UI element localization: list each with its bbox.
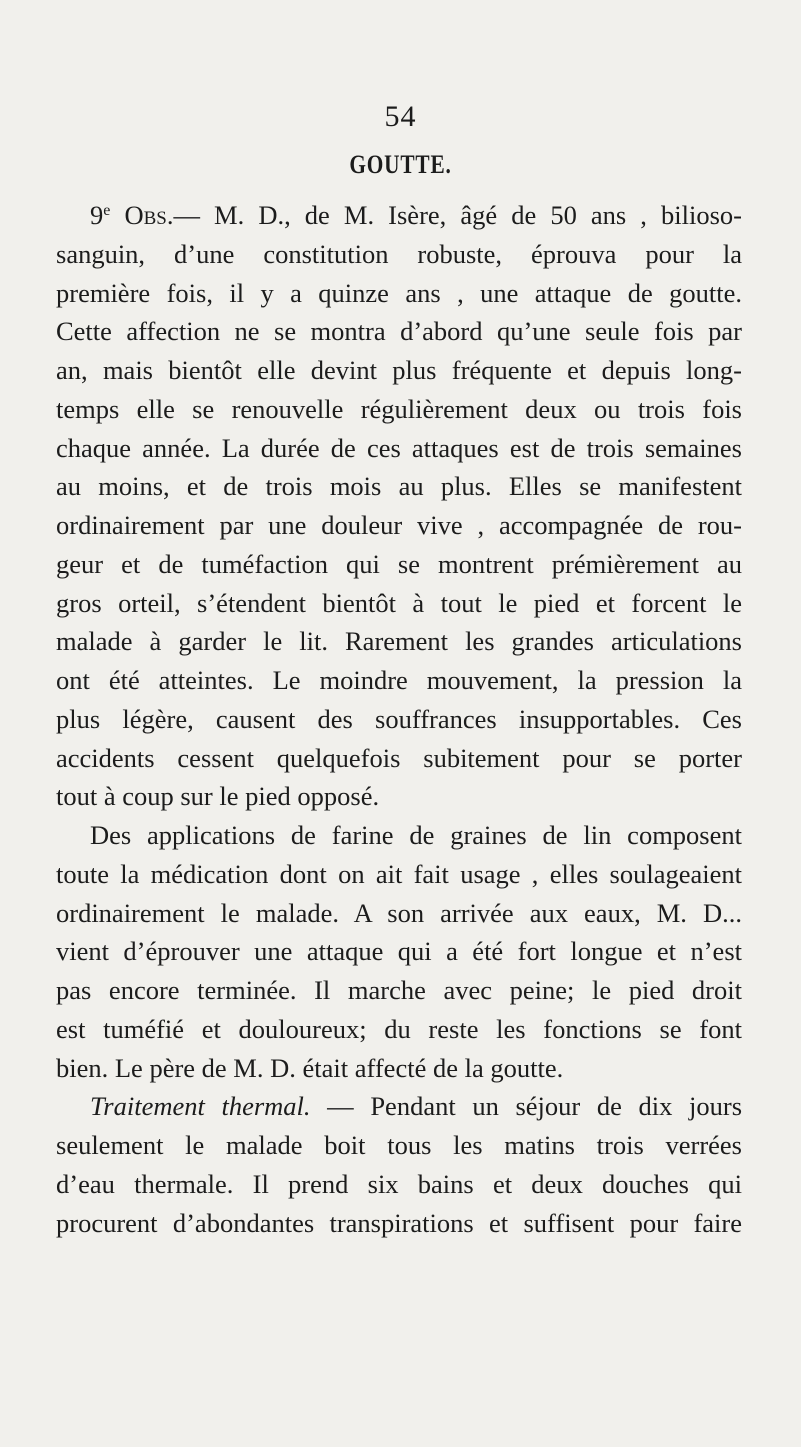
section-heading-italic: Traitement thermal. xyxy=(90,1091,311,1122)
text-line: au moins, et de trois mois au plus. Elles se manifestent xyxy=(56,471,742,502)
section-title: GOUTTE. xyxy=(349,150,452,179)
text-line: d’eau thermale. Il prend six bains et deux douches qui xyxy=(56,1168,742,1199)
text-line: malade à garder le lit. Rarement les grandes articulations xyxy=(56,626,742,657)
text-line: ordinairement le malade. A son arrivée aux eaux, M. D... xyxy=(56,897,742,928)
page-number: 54 xyxy=(384,100,417,133)
text-line: ordinairement par une douleur vive , accompagnée de rou- xyxy=(56,510,742,540)
obs-number: 9 xyxy=(90,200,104,230)
text-line: gros orteil, s’étendent bientôt à tout le pied et forcent le xyxy=(56,587,742,618)
text-line: toute la médication dont on ait fait usage , elles soulageaient xyxy=(56,858,742,889)
text-line: procurent d’abondantes transpirations et suffisent pour faire xyxy=(56,1207,742,1238)
text-line: Cette affection ne se montra d’abord qu’une seule fois par xyxy=(56,316,742,347)
text-line-rest: — M. D., de M. Isère, âgé de 50 ans , bilioso- xyxy=(173,200,742,230)
text-line: Des applications de farine de graines de lin composent xyxy=(90,820,742,850)
text-line xyxy=(56,1087,742,1126)
text-line: ont été atteintes. Le moindre mouvement, la pression la xyxy=(56,665,742,695)
text-line: vient d’éprouver une attaque qui a été fort longue et n’est xyxy=(56,936,742,967)
text-line: tout à coup sur le pied opposé. xyxy=(56,781,380,812)
text-line: pas encore terminée. Il marche avec peine; le pied droit xyxy=(56,975,742,1005)
text-line xyxy=(56,196,742,235)
obs-superscript: e xyxy=(103,202,111,219)
text-line: an, mais bientôt elle devint plus fréquente et depuis long- xyxy=(56,355,742,385)
text-line: temps elle se renouvelle régulièrement deux ou trois fois xyxy=(56,393,742,424)
text-line: première fois, il y a quinze ans , une attaque de goutte. xyxy=(56,277,742,308)
text-line: chaque année. La durée de ces attaques est de trois semaines xyxy=(56,432,742,463)
document-body xyxy=(56,196,742,1242)
text-line: sanguin, d’une constitution robuste, éprouva pour la xyxy=(56,238,742,269)
text-line: seulement le malade boit tous les matins trois verrées xyxy=(56,1130,742,1160)
text-line-rest: — Pendant un séjour de dix jours xyxy=(310,1091,742,1122)
text-line: bien. Le père de M. D. était affecté de la goutte. xyxy=(56,1052,564,1083)
text-line: est tuméfié et douloureux; du reste les fonctions se font xyxy=(56,1013,742,1044)
text-line: plus légère, causent des souffrances insupportables. Ces xyxy=(56,703,742,734)
obs-label: Obs. xyxy=(124,200,174,230)
text-line: geur et de tuméfaction qui se montrent prémièrement au xyxy=(56,548,742,579)
text-line: accidents cessent quelquefois subitement pour se porter xyxy=(56,742,742,773)
